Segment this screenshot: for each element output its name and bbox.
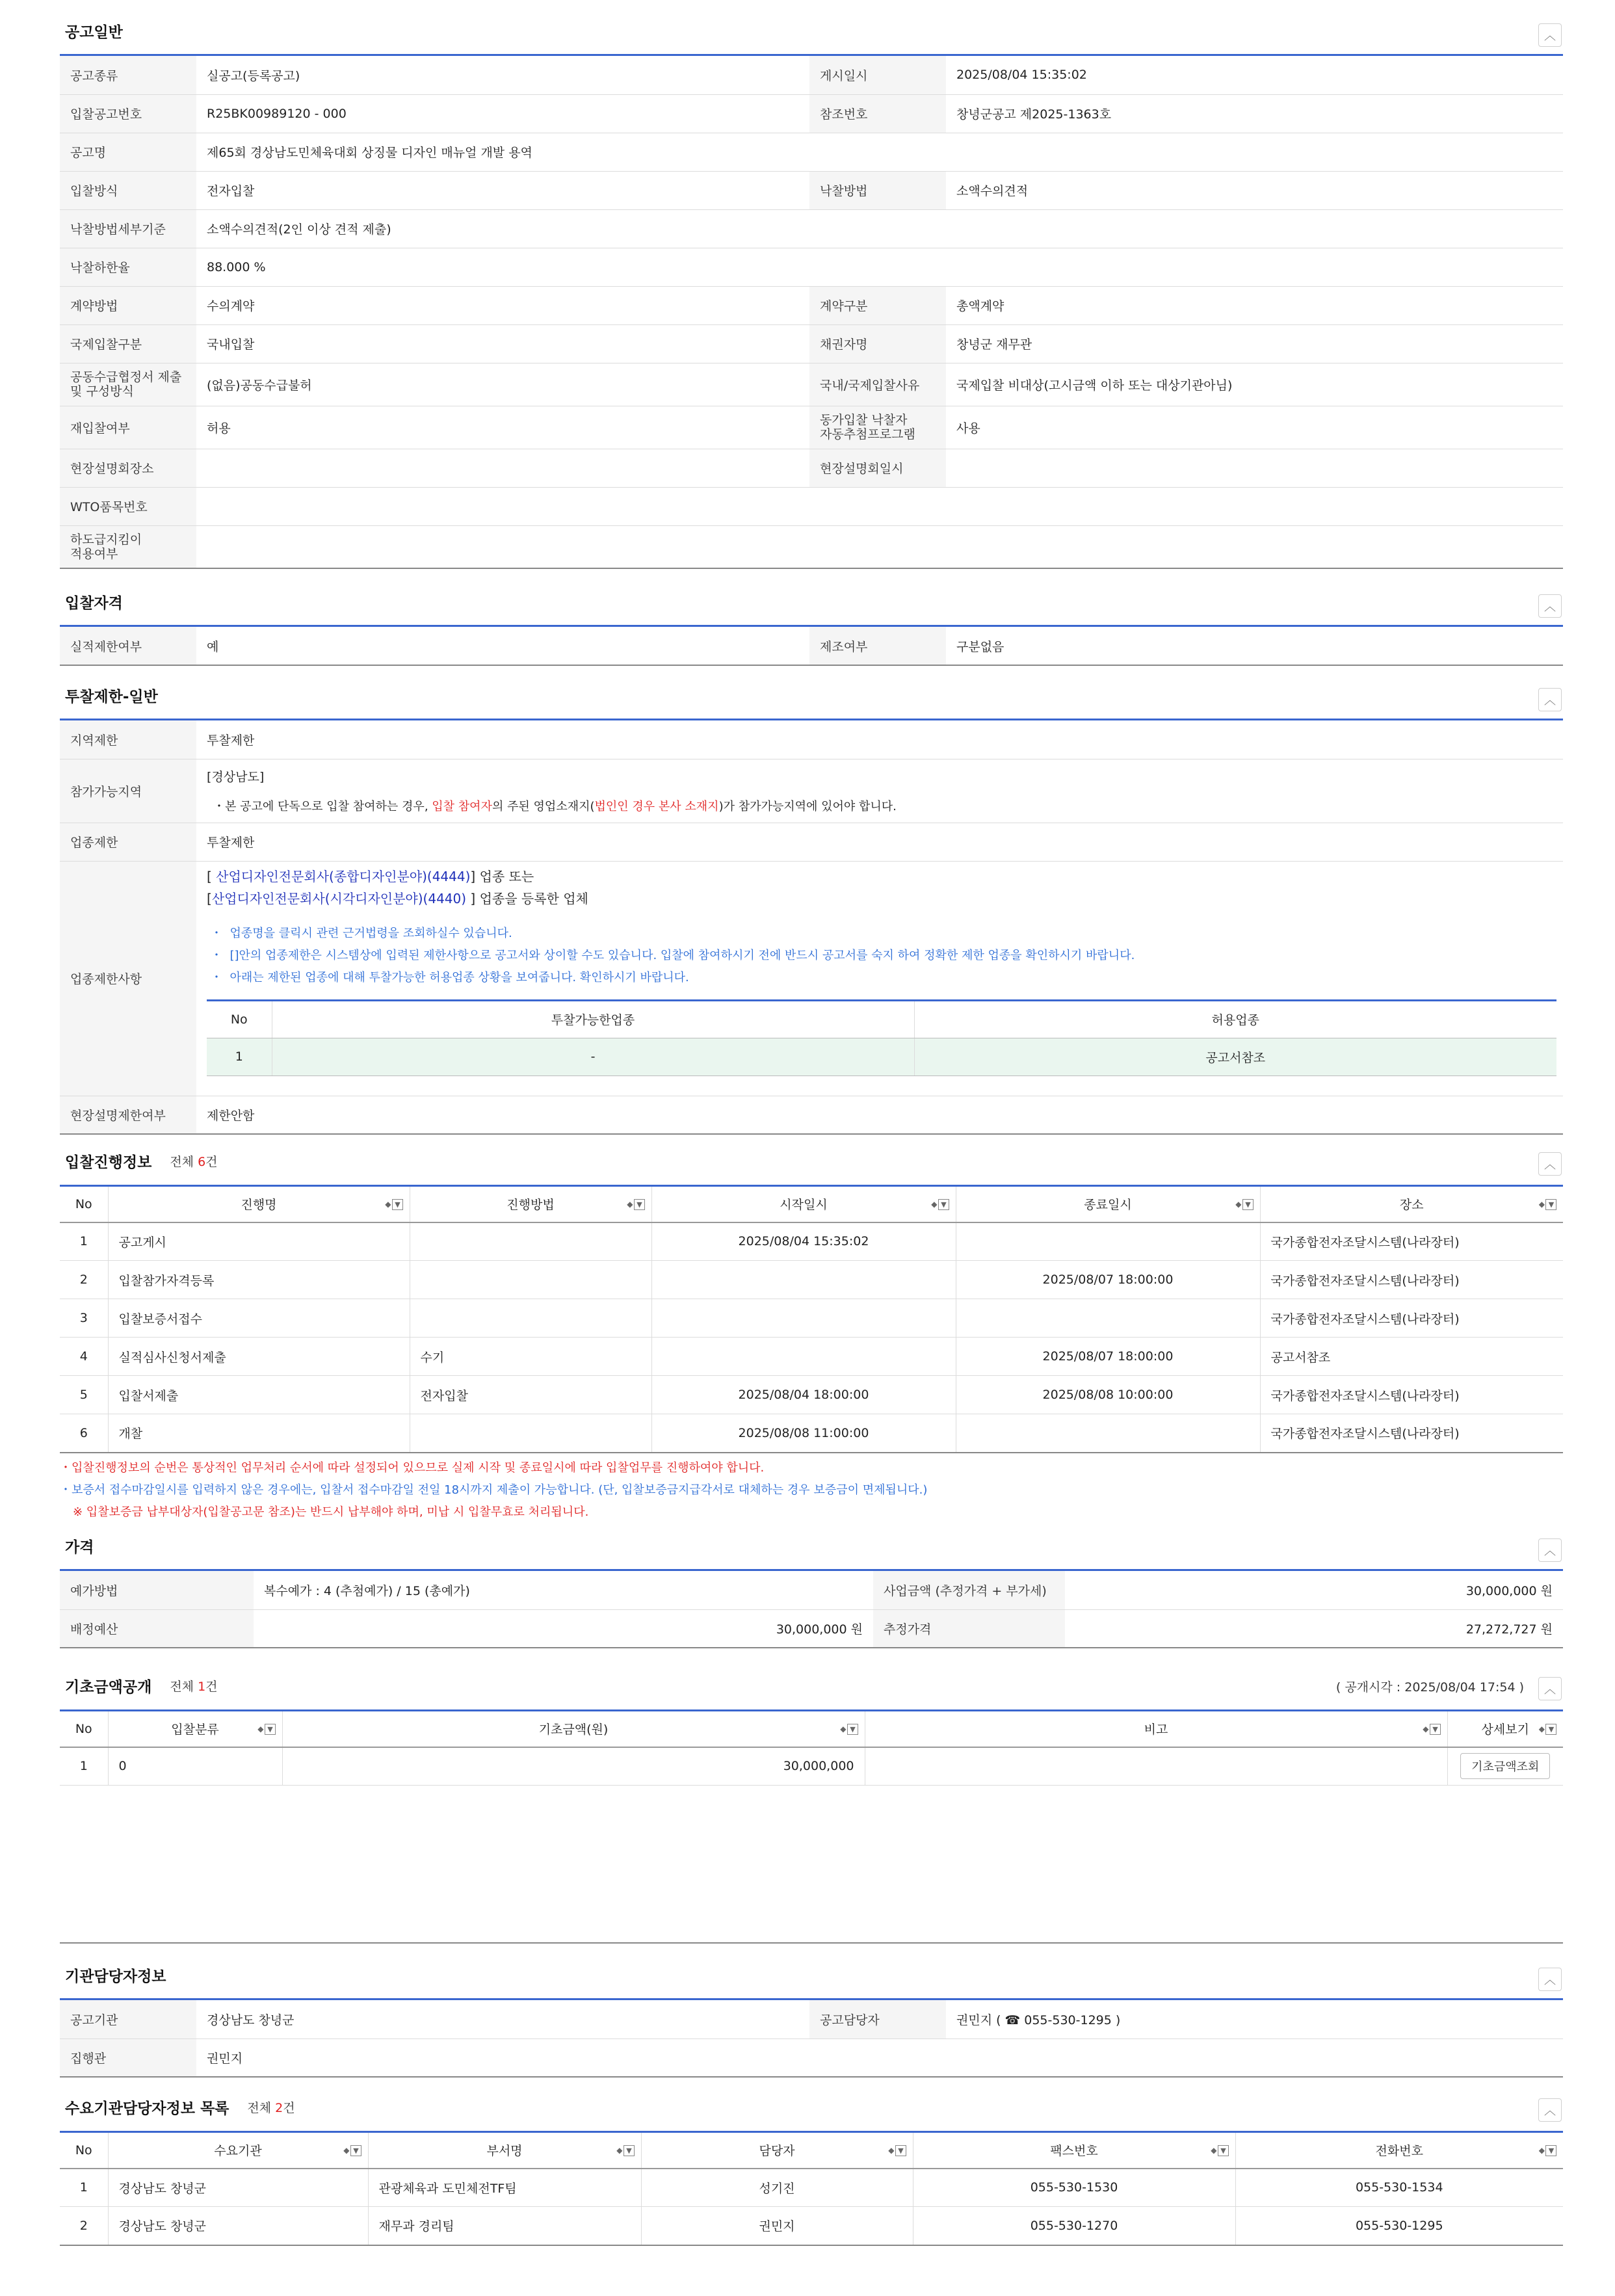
value: 실공고(등록공고) [196, 56, 809, 94]
cell [651, 1261, 956, 1299]
label: WTO품목번호 [60, 487, 196, 525]
cell: 2025/08/07 18:00:00 [956, 1338, 1260, 1376]
column-header[interactable] [651, 1186, 956, 1222]
note-text: 의 주된 영업소재지( [492, 799, 595, 813]
cell: 1 [60, 1222, 108, 1261]
column-header: No [207, 1000, 272, 1038]
label: 입찰공고번호 [60, 94, 196, 133]
label: 공동수급협정서 제출 및 구성방식 [60, 363, 196, 406]
base-price-table [60, 1709, 1563, 1786]
cell: 055-530-1530 [913, 2169, 1235, 2207]
area-cell [196, 759, 1563, 823]
table-row [60, 1414, 1563, 1453]
label: 낙찰하한율 [60, 248, 196, 286]
cell: 국가종합전자조달시스템(나라장터) [1260, 1222, 1563, 1261]
label: 현장설명회일시 [809, 449, 946, 487]
column-header[interactable] [641, 2132, 913, 2169]
column-header[interactable] [865, 1711, 1447, 1747]
section-general [60, 8, 1563, 569]
area-value: [경상남도] [207, 769, 265, 784]
notice-text: ・보증서 접수마감일시를 입력하지 않은 경우에는, 입찰서 접수마감일 전일 18시까지 제출이 가능합니다. (단, 입찰보증금지급각서로 대체하는 경우 보증금이 면제됩니다.) [60, 1483, 928, 1497]
chevron-up-icon[interactable]: ︿ [1538, 2098, 1562, 2122]
column-header: 허용업종 [914, 1000, 1556, 1038]
value: 30,000,000 원 [1065, 1571, 1563, 1609]
cell: 055-530-1295 [1235, 2207, 1563, 2245]
value: 제65회 경상남도민체육대회 상징물 디자인 매뉴얼 개발 용역 [196, 133, 1563, 171]
header-label: 시작일시 [780, 1198, 828, 1213]
label: 집행관 [60, 2039, 196, 2077]
cell: 3 [60, 1299, 108, 1338]
column-header [60, 1711, 108, 1747]
cell [410, 1261, 651, 1299]
count-text: 전체 [170, 1154, 198, 1169]
note-text: ・본 공고에 단독으로 입찰 참여하는 경우, [213, 799, 432, 813]
column-header[interactable] [410, 1186, 651, 1222]
industry-link[interactable]: 산업디자인전문회사(종합디자인분야)(4444) [216, 868, 471, 884]
value [196, 487, 1563, 525]
cell: 6 [60, 1414, 108, 1453]
section-title: 수요기관담당자정보 목록 [65, 2100, 230, 2117]
cell: 2025/08/08 10:00:00 [956, 1376, 1260, 1414]
label: 참가가능지역 [60, 759, 196, 823]
label: 제조여부 [809, 627, 946, 665]
progress-table [60, 1185, 1563, 1453]
label: 하도급지킴이 적용여부 [60, 525, 196, 568]
cell: 1 [207, 1038, 272, 1075]
chevron-up-icon[interactable]: ︿ [1538, 23, 1562, 47]
section-title: 가격 [65, 1539, 94, 1556]
value: 2025/08/04 15:35:02 [946, 56, 1563, 94]
cell: 30,000,000 [282, 1747, 865, 1786]
label: 낙찰방법 [809, 171, 946, 209]
demand-agency-table [60, 2131, 1563, 2246]
cell: 055-530-1270 [913, 2207, 1235, 2245]
header-label: 종료일시 [1084, 1198, 1132, 1213]
header-label: No [75, 1721, 92, 1736]
header-label: 전화번호 [1375, 2144, 1423, 2159]
cell: 1 [60, 2169, 108, 2207]
chevron-up-icon[interactable]: ︿ [1538, 1538, 1562, 1562]
cell: 공고서참조 [1260, 1338, 1563, 1376]
section-qualification [60, 579, 1563, 666]
note-text: )가 참가가능지역에 있어야 합니다. [718, 799, 897, 813]
sort-icon[interactable]: ◆ ▼ [385, 1199, 402, 1210]
cell: 5 [60, 1376, 108, 1414]
sort-icon[interactable]: ◆ ▼ [343, 2145, 361, 2156]
value: 예 [196, 627, 809, 665]
note-highlight: 입찰 참여자 [432, 799, 492, 813]
restriction-table [60, 720, 1563, 1135]
value: 제한안함 [196, 1096, 1563, 1134]
bracket: [ [207, 868, 217, 884]
sort-icon[interactable]: ◆ ▼ [1539, 1199, 1556, 1210]
cell: 국가종합전자조달시스템(나라장터) [1260, 1376, 1563, 1414]
header-label: 부서명 [486, 2144, 523, 2159]
sort-icon[interactable]: ◆ ▼ [1235, 1199, 1253, 1210]
total-count [170, 1152, 217, 1170]
chevron-up-icon[interactable]: ︿ [1538, 1152, 1562, 1176]
column-header[interactable] [1260, 1186, 1563, 1222]
label: 현장설명제한여부 [60, 1096, 196, 1134]
value: 창녕군공고 제2025-1363호 [946, 94, 1563, 133]
sort-icon[interactable]: ◆ ▼ [257, 1724, 275, 1735]
cell: 경상남도 창녕군 [108, 2207, 368, 2245]
value: 권민지 [196, 2039, 1563, 2077]
table-row [60, 1376, 1563, 1414]
header-label: 기초금액(원) [538, 1722, 609, 1737]
label: 국내/국제입찰사유 [809, 363, 946, 406]
value: 허용 [196, 406, 809, 449]
table-row [60, 1222, 1563, 1261]
label: 공고담당자 [809, 2000, 946, 2039]
value: 권민지 ( ☎ 055-530-1295 ) [946, 2000, 1563, 2039]
section-price [60, 1523, 1563, 1648]
value: 창녕군 재무관 [946, 324, 1563, 363]
value: 소액수의견적 [946, 171, 1563, 209]
header-label: 상세보기 [1481, 1722, 1529, 1737]
header-label: 비고 [1144, 1722, 1168, 1737]
section-base-price [60, 1661, 1563, 1786]
label: 낙찰방법세부기준 [60, 209, 196, 248]
cell [410, 1299, 651, 1338]
notice-text: ・입찰진행정보의 순번은 통상적인 업무처리 순서에 따라 설정되어 있으므로 실제 시작 및 종료일시에 따라 입찰업무를 진행하여야 합니다. [60, 1460, 765, 1475]
label: 계약구분 [809, 286, 946, 324]
label: 추정가격 [873, 1609, 1065, 1648]
cell: 0 [108, 1747, 282, 1786]
label: 국제입찰구분 [60, 324, 196, 363]
bullet-note: ・ 업종명을 클릭시 관련 근거법령을 조회하실수 있습니다. [211, 926, 512, 940]
chevron-up-icon[interactable]: ︿ [1538, 594, 1562, 618]
bullet-text: 업종명을 클릭시 관련 근거법령을 조회하실수 있습니다. [230, 926, 512, 940]
column-header: 투찰가능한업종 [272, 1000, 914, 1038]
column-header[interactable] [108, 1186, 410, 1222]
value: 총액계약 [946, 286, 1563, 324]
sort-icon[interactable]: ◆ ▼ [1539, 2145, 1556, 2156]
general-table [60, 56, 1563, 569]
sort-icon[interactable]: ◆ ▼ [1423, 1724, 1440, 1735]
column-header[interactable] [368, 2132, 641, 2169]
progress-notes [60, 1457, 1563, 1524]
cell: 국가종합전자조달시스템(나라장터) [1260, 1261, 1563, 1299]
industry-line-2 [207, 888, 1553, 910]
section-title: 투찰제한-일반 [65, 689, 158, 706]
cell [956, 1222, 1260, 1261]
value: 국내입찰 [196, 324, 809, 363]
column-header[interactable] [1235, 2132, 1563, 2169]
bracket: [ [207, 890, 212, 906]
value: 88.000 % [196, 248, 1563, 286]
cell: 공고게시 [108, 1222, 410, 1261]
divider [60, 1942, 1563, 1944]
industry-line-1 [207, 865, 1553, 888]
industry-tail: ] 업종을 등록한 업체 [466, 890, 588, 906]
value: R25BK00989120 - 000 [196, 94, 809, 133]
industry-link[interactable]: 산업디자인전문회사(시각디자인분야)(4440) [211, 890, 467, 906]
section-bid-progress [60, 1137, 1563, 1524]
header-label: 입찰분류 [171, 1722, 219, 1737]
area-note [207, 799, 1553, 815]
count-text: 전체 [170, 1679, 198, 1694]
cell: 권민지 [641, 2207, 913, 2245]
value: 투찰제한 [196, 823, 1563, 861]
label: 지역제한 [60, 720, 196, 759]
label: 업종제한사항 [60, 861, 196, 1096]
label: 공고종류 [60, 56, 196, 94]
notice-text: ※ 입찰보증금 납부대상자(입찰공고문 참조)는 반드시 납부해야 하며, 미납 시 입찰무효로 처리됩니다. [73, 1505, 589, 1519]
industry-tail: ] 업종 또는 [470, 868, 534, 884]
cell: 입찰보증서접수 [108, 1299, 410, 1338]
label: 사업금액 (추정가격 + 부가세) [873, 1571, 1065, 1609]
section-demand-agency [60, 2083, 1563, 2246]
total-count [170, 1677, 217, 1695]
industry-notes [207, 923, 1553, 989]
cell: 입찰참가자격등록 [108, 1261, 410, 1299]
cell: 관광체육과 도민체전TF팀 [368, 2169, 641, 2207]
sort-icon[interactable]: ◆ ▼ [931, 1199, 949, 1210]
label: 예가방법 [60, 1571, 254, 1609]
cell: 055-530-1534 [1235, 2169, 1563, 2207]
cell: 재무과 경리팀 [368, 2207, 641, 2245]
table-row [60, 1261, 1563, 1299]
header-label: 장소 [1399, 1198, 1424, 1213]
label: 동가입찰 낙찰자 자동추첨프로그램 [809, 406, 946, 449]
agency-table [60, 2000, 1563, 2078]
label: 참조번호 [809, 94, 946, 133]
cell: 4 [60, 1338, 108, 1376]
allowed-industry-table [207, 999, 1556, 1076]
cell: 국가종합전자조달시스템(나라장터) [1260, 1414, 1563, 1453]
chevron-up-icon[interactable]: ︿ [1538, 1677, 1562, 1700]
cell: 성기진 [641, 2169, 913, 2207]
industry-detail-cell [196, 861, 1563, 1096]
value: 수의계약 [196, 286, 809, 324]
label: 재입찰여부 [60, 406, 196, 449]
cell [956, 1299, 1260, 1338]
header-label: 담당자 [759, 2144, 795, 2159]
header-label: 수요기관 [214, 2144, 262, 2159]
sort-icon[interactable]: ◆ ▼ [1539, 1724, 1556, 1735]
column-header[interactable] [956, 1186, 1260, 1222]
header-label: No [75, 1196, 92, 1211]
header-label: 진행명 [241, 1198, 277, 1213]
column-header[interactable] [913, 2132, 1235, 2169]
section-title: 기초금액공개 [65, 1678, 152, 1696]
label: 채권자명 [809, 324, 946, 363]
cell: 2025/08/08 11:00:00 [651, 1414, 956, 1453]
cell: 실적심사신청서제출 [108, 1338, 410, 1376]
count-text: 건 [205, 1154, 218, 1169]
cell: 국가종합전자조달시스템(나라장터) [1260, 1299, 1563, 1338]
chevron-up-icon[interactable]: ︿ [1538, 1968, 1562, 1991]
count-number: 6 [198, 1154, 206, 1169]
cell: 경상남도 창녕군 [108, 2169, 368, 2207]
table-row [60, 2169, 1563, 2207]
label: 게시일시 [809, 56, 946, 94]
base-price-lookup-button[interactable]: 기초금액조회 [1460, 1753, 1550, 1779]
cell [410, 1222, 651, 1261]
value: 소액수의견적(2인 이상 견적 제출) [196, 209, 1563, 248]
label: 실적제한여부 [60, 627, 196, 665]
header-label: 팩스번호 [1050, 2144, 1098, 2159]
label: 계약방법 [60, 286, 196, 324]
cell [410, 1414, 651, 1453]
cell [651, 1338, 956, 1376]
sort-icon[interactable]: ◆ ▼ [1211, 2145, 1228, 2156]
qualification-table [60, 627, 1563, 666]
cell [956, 1414, 1260, 1453]
cell: 2025/08/04 15:35:02 [651, 1222, 956, 1261]
cell: 2 [60, 2207, 108, 2245]
note-highlight: 법인인 경우 본사 소재지 [594, 799, 719, 813]
cell: 공고서참조 [914, 1038, 1556, 1075]
value: 전자입찰 [196, 171, 809, 209]
header-label: 진행방법 [506, 1198, 555, 1213]
value: 구분없음 [946, 627, 1563, 665]
value: 복수예가 : 4 (추첨예가) / 15 (총예가) [254, 1571, 873, 1609]
column-header[interactable] [108, 2132, 368, 2169]
value: (없음)공동수급불허 [196, 363, 809, 406]
column-header[interactable] [1447, 1711, 1563, 1747]
bullet-note: ・ 아래는 제한된 업종에 대해 투찰가능한 허용업종 상황을 보여줍니다. 확인하시기 바랍니다. [211, 970, 689, 984]
bullet-text: []안의 업종제한은 시스템상에 입력된 제한사항으로 공고서와 상이할 수도 있습니다. 입찰에 참여하시기 전에 반드시 공고서를 숙지 하여 정확한 제한 업종을 확인하시기 바랍니다. [230, 948, 1135, 962]
sort-icon[interactable]: ◆ ▼ [627, 1199, 644, 1210]
cell [865, 1747, 1447, 1786]
label: 현장설명회장소 [60, 449, 196, 487]
label: 공고명 [60, 133, 196, 171]
section-bid-restriction [60, 672, 1563, 1135]
bullet-text: 아래는 제한된 업종에 대해 투찰가능한 허용업종 상황을 보여줍니다. 확인하시기 바랍니다. [230, 970, 689, 984]
column-header [60, 1186, 108, 1222]
label: 업종제한 [60, 823, 196, 861]
table-row [60, 1299, 1563, 1338]
count-text: 건 [205, 1679, 218, 1694]
chevron-up-icon[interactable]: ︿ [1538, 688, 1562, 711]
column-header[interactable] [108, 1711, 282, 1747]
price-table [60, 1571, 1563, 1648]
total-count [247, 2098, 295, 2116]
cell: 2025/08/07 18:00:00 [956, 1261, 1260, 1299]
count-text: 전체 [247, 2100, 276, 2115]
cell: 2025/08/04 18:00:00 [651, 1376, 956, 1414]
value: 경상남도 창녕군 [196, 2000, 809, 2039]
sort-icon[interactable]: ◆ ▼ [888, 2145, 906, 2156]
label: 입찰방식 [60, 171, 196, 209]
cell: 전자입찰 [410, 1376, 651, 1414]
cell: 입찰서제출 [108, 1376, 410, 1414]
value: 30,000,000 원 [254, 1609, 873, 1648]
cell: - [272, 1038, 914, 1075]
cell: 수기 [410, 1338, 651, 1376]
value: 투찰제한 [196, 720, 1563, 759]
count-text: 건 [283, 2100, 295, 2115]
table-row [60, 1338, 1563, 1376]
value: 국제입찰 비대상(고시금액 이하 또는 대상기관아님) [946, 363, 1563, 406]
cell: 개찰 [108, 1414, 410, 1453]
value [196, 525, 1563, 568]
label: 배정예산 [60, 1609, 254, 1648]
count-number: 2 [275, 2100, 283, 2115]
value [946, 449, 1563, 487]
section-title: 기관담당자정보 [65, 1968, 166, 1985]
column-header[interactable] [282, 1711, 865, 1747]
cell [651, 1299, 956, 1338]
sort-icon[interactable]: ◆ ▼ [840, 1724, 858, 1735]
value: 27,272,727 원 [1065, 1609, 1563, 1648]
section-agency-contact [60, 1952, 1563, 2078]
section-title: 입찰진행정보 [65, 1154, 152, 1171]
cell: 1 [60, 1747, 108, 1786]
sort-icon[interactable]: ◆ ▼ [616, 2145, 634, 2156]
open-time: ( 공개시각 : 2025/08/04 17:54 ) [1335, 1680, 1524, 1695]
count-number: 1 [198, 1679, 206, 1694]
value: 사용 [946, 406, 1563, 449]
bullet-note: ・ []안의 업종제한은 시스템상에 입력된 제한사항으로 공고서와 상이할 수도 있습니다. 입찰에 참여하시기 전에 반드시 공고서를 숙지 하여 정확한 제한 업종을 확인하시기 바랍니다. [211, 948, 1135, 962]
cell: 2 [60, 1261, 108, 1299]
column-header [60, 2132, 108, 2169]
label: 공고기관 [60, 2000, 196, 2039]
table-row [60, 2207, 1563, 2245]
value [196, 449, 809, 487]
header-label: No [75, 2143, 92, 2157]
section-title: 공고일반 [65, 24, 123, 41]
section-title: 입찰자격 [65, 595, 123, 612]
